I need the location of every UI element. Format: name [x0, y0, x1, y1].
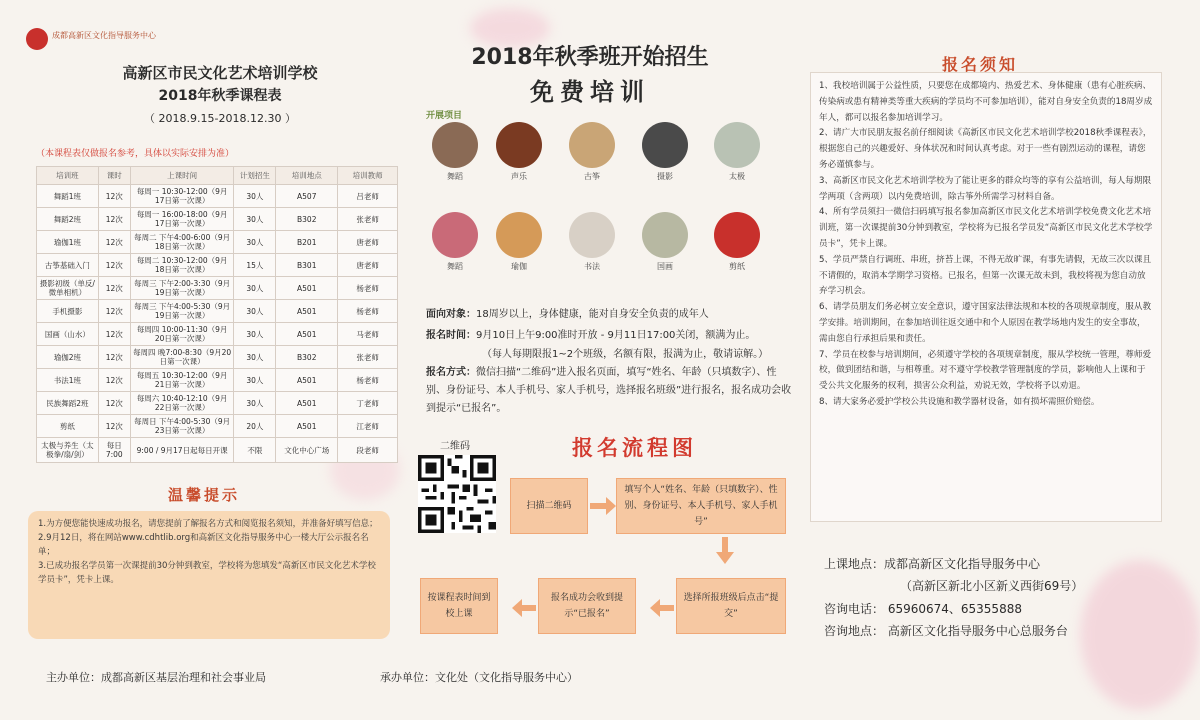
table-cell: A501	[276, 392, 338, 415]
tip-item: 3.已成功报名学员第一次课提前30分钟到教室，学校将为您填发“高新区市民文化艺术学校学员卡”，凭卡上课。	[38, 561, 376, 585]
notice-item: 8、请大家务必爱护学校公共设施和教学器材设备，如有损坏需照价赔偿。	[819, 396, 1100, 407]
table-cell: 30人	[234, 185, 276, 208]
flow-step-success: 报名成功会收到提示“已报名”	[538, 578, 636, 634]
table-cell: 瑜伽1班	[37, 231, 99, 254]
table-cell: 唐老师	[338, 231, 398, 254]
notice-item: 7、学员在校参与培训期间，必须遵守学校的各项规章制度，服从学校统一管理，尊师爱校，做到团结和谐，与相尊重。对不遵守学校教学管理制度的学员，影响他人上课和于受公共文化服务的权利，损害公众利益，劝说无效，学校将予以劝退。	[819, 349, 1152, 392]
method-label: 报名方式：	[426, 367, 476, 378]
host-unit: 主办单位：成都高新区基层治理和社会事业局	[46, 671, 266, 684]
registration-method	[426, 364, 796, 418]
table-cell: 12次	[98, 323, 130, 346]
table-cell: 每周日 下午4:00-5:30（9月23日第一次课）	[130, 415, 234, 438]
course-photo	[569, 122, 615, 168]
schedule-note: （本课程表仅做报名参考，具体以实际安排为准）	[36, 149, 235, 159]
table-header-cell: 计划招生	[234, 167, 276, 185]
table-cell: B201	[276, 231, 338, 254]
arrow-left-icon	[512, 599, 536, 617]
table-row	[37, 369, 398, 392]
course-photo	[496, 122, 542, 168]
table-cell: 唐老师	[338, 254, 398, 277]
audience-label: 面向对象：	[426, 309, 476, 320]
table-cell: 30人	[234, 323, 276, 346]
table-cell: 20人	[234, 415, 276, 438]
notice-item: 3、高新区市民文化艺术培训学校为了能让更多的群众均等的享有公益培训，每人每期限学两项（含两项）以内免费培训，除古筝外所需学习材料自备。	[819, 175, 1152, 202]
table-cell: 马老师	[338, 323, 398, 346]
course-photo	[569, 212, 615, 258]
table-cell: 舞蹈1班	[37, 185, 99, 208]
qr-label: 二维码	[440, 441, 470, 452]
course-photo	[496, 212, 542, 258]
course-item	[712, 212, 762, 274]
school-name: 高新区市民文化艺术培训学校	[122, 64, 318, 82]
class-location: 上课地点：成都高新区文化指导服务中心	[824, 557, 1041, 571]
limit-text: （每人每期限报1~2个班级，名额有限，报满为止，敬请谅解。）	[482, 349, 769, 360]
table-row	[37, 438, 398, 463]
course-item	[640, 122, 690, 184]
table-row	[37, 231, 398, 254]
course-caption: 太极	[729, 172, 745, 181]
table-cell: B301	[276, 254, 338, 277]
table-cell: 12次	[98, 208, 130, 231]
notice-box	[810, 72, 1162, 522]
table-cell: 摄影初级（单反/微单相机）	[37, 277, 99, 300]
table-cell: A507	[276, 185, 338, 208]
flow-step-attend: 按课程表时间到校上课	[420, 578, 498, 634]
table-cell: A501	[276, 300, 338, 323]
table-cell: 张老师	[338, 346, 398, 369]
organizer-unit: 承办单位：文化处（文化指导服务中心）	[380, 671, 578, 684]
class-address: （高新区新北小区新义西街69号）	[900, 579, 1084, 593]
subheadline: 免费培训	[530, 78, 650, 106]
projects-label: 开展项目	[426, 111, 463, 121]
table-row	[37, 346, 398, 369]
table-cell: 12次	[98, 254, 130, 277]
table-cell: 不限	[234, 438, 276, 463]
table-cell: 12次	[98, 346, 130, 369]
table-row	[37, 392, 398, 415]
table-cell: 每周一 16:00-18:00（9月17日第一次课）	[130, 208, 234, 231]
course-item	[640, 212, 690, 274]
flow-step-submit: 选择所报班级后点击“提交”	[676, 578, 786, 634]
course-photo	[642, 122, 688, 168]
table-cell: 杨老师	[338, 277, 398, 300]
table-cell: 每周六 10:40-12:10（9月22日第一次课）	[130, 392, 234, 415]
course-item	[494, 212, 544, 274]
course-caption: 声乐	[511, 172, 527, 181]
table-cell: 每周四 10:00-11:30（9月20日第一次课）	[130, 323, 234, 346]
table-cell: 30人	[234, 346, 276, 369]
arrow-left-icon	[650, 599, 674, 617]
table-cell: 每日7:00	[98, 438, 130, 463]
table-row	[37, 254, 398, 277]
logo-text: 成都高新区文化指导服务中心	[52, 31, 156, 40]
table-cell: 张老师	[338, 208, 398, 231]
course-caption: 瑜伽	[511, 262, 527, 271]
audience-text: 18周岁以上，身体健康，能对自身安全负责的成年人	[476, 309, 709, 320]
table-cell: 段老师	[338, 438, 398, 463]
tips-box	[28, 511, 390, 639]
table-cell: 每周四 晚7:00-8:30（9月20日第一次课）	[130, 346, 234, 369]
table-cell: 瑜伽2班	[37, 346, 99, 369]
table-cell: A501	[276, 415, 338, 438]
table-cell: 杨老师	[338, 300, 398, 323]
course-item	[712, 122, 762, 184]
table-cell: 太极与养生（太极拳/扇/剑）	[37, 438, 99, 463]
table-cell: 古筝基础入门	[37, 254, 99, 277]
flow-title: 报名流程图	[572, 436, 697, 460]
table-header-row	[37, 167, 398, 185]
table-cell: 书法1班	[37, 369, 99, 392]
table-cell: 每周三 下午2:00-3:30（9月19日第一次课）	[130, 277, 234, 300]
course-caption: 摄影	[657, 172, 673, 181]
course-photo	[642, 212, 688, 258]
table-cell: 剪纸	[37, 415, 99, 438]
headline: 2018年秋季班开始招生	[471, 45, 709, 70]
arrow-right-icon	[590, 497, 616, 515]
table-row	[37, 300, 398, 323]
consult-phone: 咨询电话： 65960674、65355888	[824, 602, 1022, 616]
table-cell: 杨老师	[338, 369, 398, 392]
course-photo	[432, 212, 478, 258]
course-caption: 剪纸	[729, 262, 745, 271]
notice-item: 2、请广大市民朋友报名前仔细阅读《高新区市民文化艺术培训学校2018秋季课程表》，根据您自己的兴趣爱好、身体状况和时间认真考虑。对于一些有剧烈运动的课程，请您务必谨慎参与。	[819, 128, 1152, 170]
table-cell: 吕老师	[338, 185, 398, 208]
table-header-cell: 课时	[98, 167, 130, 185]
schedule-title: 2018年秋季课程表	[158, 88, 282, 104]
table-row	[37, 277, 398, 300]
course-photo	[432, 122, 478, 168]
table-header-cell: 上课时间	[130, 167, 234, 185]
flow-step-scan: 扫描二维码	[510, 478, 588, 534]
table-cell: 30人	[234, 208, 276, 231]
registration-time	[426, 326, 755, 341]
notice-item: 5、学员严禁自行调班、串班，挤苔上课，不得无故旷课，有事先请假，无故三次以课且不请假的，取消本学期学习资格。已报名，但第一次课无故未到，我校将视为您自动放弃学习机会。	[819, 254, 1152, 297]
audience-line	[426, 305, 709, 320]
table-cell: 30人	[234, 300, 276, 323]
table-cell: A501	[276, 369, 338, 392]
table-header-cell: 培训教师	[338, 167, 398, 185]
table-cell: 9:00 / 9月17日起每日开课	[130, 438, 234, 463]
table-cell: 12次	[98, 392, 130, 415]
notice-item: 1、我校培训属于公益性质，只要您在成都境内、热爱艺术、身体健康（患有心脏疾病、传染病或患有精神类等重大疾病的学员均不可参加培训），能对自身安全负责的18周岁成年人，都可以报名参加培训学习。	[819, 81, 1153, 123]
table-cell: B302	[276, 346, 338, 369]
table-cell: 12次	[98, 185, 130, 208]
time-text: 9月10日上午9:00准时开放 - 9月11日17:00关闭，额满为止。	[476, 330, 756, 341]
table-header-cell: 培训地点	[276, 167, 338, 185]
table-body	[37, 185, 398, 463]
table-cell: A501	[276, 323, 338, 346]
table-header-cell: 培训班	[37, 167, 99, 185]
table-cell: 每周二 下午4:00-6:00（9月18日第一次课）	[130, 231, 234, 254]
table-cell: 国画（山水）	[37, 323, 99, 346]
table-cell: 15人	[234, 254, 276, 277]
table-cell: 民族舞蹈2班	[37, 392, 99, 415]
table-cell: 每周一 10:30-12:00（9月17日第一次课）	[130, 185, 234, 208]
flow-step-fill: 填写个人“姓名、年龄（只填数字）、性别、身份证号、本人手机号、家人手机号”	[616, 478, 786, 534]
table-cell: 30人	[234, 392, 276, 415]
course-caption: 舞蹈	[447, 262, 463, 271]
schedule-table	[36, 166, 398, 463]
logo-icon	[26, 28, 48, 50]
course-item	[430, 212, 480, 274]
notice-item: 4、所有学员须扫一微信扫码填写报名参加高新区市民文化艺术培训学校免费文化艺术培训班，第一次课提前30分钟到教室，学校将为已报名学员发“高新区市民文化艺术学校学员卡”，凭卡上课。	[819, 207, 1153, 249]
course-item	[494, 122, 544, 184]
course-caption: 书法	[584, 262, 600, 271]
table-cell: 江老师	[338, 415, 398, 438]
table-cell: 30人	[234, 369, 276, 392]
tip-item: 1.为方便您能快速成功报名，请您提前了解报名方式和阅览报名须知，并准备好填写信息；	[38, 519, 378, 529]
table-row	[37, 208, 398, 231]
notice-item: 6、请学员朋友们务必树立安全意识，遵守国家法律法规和本校的各项规章制度，服从教学安排。培训期间，在参加培训往返交通中和个人原因在教学场地内发生的安全事故，需由您自行承担后果和责任。	[819, 302, 1152, 344]
table-cell: 30人	[234, 231, 276, 254]
consult-location: 咨询地点： 高新区文化指导服务中心总服务台	[824, 624, 1068, 638]
course-photo	[714, 212, 760, 258]
table-cell: 文化中心广场	[276, 438, 338, 463]
table-cell: A501	[276, 277, 338, 300]
table-row	[37, 185, 398, 208]
table-cell: 每周三 下午4:00-5:30（9月19日第一次课）	[130, 300, 234, 323]
course-caption: 古筝	[584, 172, 600, 181]
table-cell: 12次	[98, 300, 130, 323]
table-cell: 12次	[98, 369, 130, 392]
course-item	[430, 122, 480, 184]
tips-title: 温馨提示	[168, 486, 241, 504]
table-cell: 30人	[234, 277, 276, 300]
table-cell: B302	[276, 208, 338, 231]
table-cell: 每周二 10:30-12:00（9月18日第一次课）	[130, 254, 234, 277]
schedule-dates: （ 2018.9.15-2018.12.30 ）	[144, 112, 296, 125]
table-cell: 12次	[98, 231, 130, 254]
course-caption: 国画	[657, 262, 673, 271]
tip-item: 2.9月12日，将在网站www.cdhtlib.org和高新区文化指导服务中心一楼大厅公示报名名单；	[38, 533, 369, 557]
table-cell: 手机摄影	[37, 300, 99, 323]
course-caption: 舞蹈	[447, 172, 463, 181]
method-text: 微信扫描“二维码”进入报名页面，填写“姓名、年龄（只填数字）、性别、身份证号、本人手机号、家人手机号，选择报名班级”进行报名，报名成功会收到提示“已报名”。	[426, 367, 792, 414]
course-item	[567, 212, 617, 274]
flow-arrows	[400, 470, 800, 640]
table-cell: 舞蹈2班	[37, 208, 99, 231]
table-row	[37, 415, 398, 438]
decorative-flower-right	[1080, 560, 1200, 710]
course-item	[567, 122, 617, 184]
table-cell: 12次	[98, 415, 130, 438]
table-cell: 丁老师	[338, 392, 398, 415]
arrow-down-icon	[716, 537, 734, 564]
table-cell: 每周五 10:30-12:00（9月21日第一次课）	[130, 369, 234, 392]
course-photo	[714, 122, 760, 168]
notice-title: 报名须知	[942, 55, 1019, 74]
table-row	[37, 323, 398, 346]
table-cell: 12次	[98, 277, 130, 300]
time-label: 报名时间：	[426, 330, 476, 341]
